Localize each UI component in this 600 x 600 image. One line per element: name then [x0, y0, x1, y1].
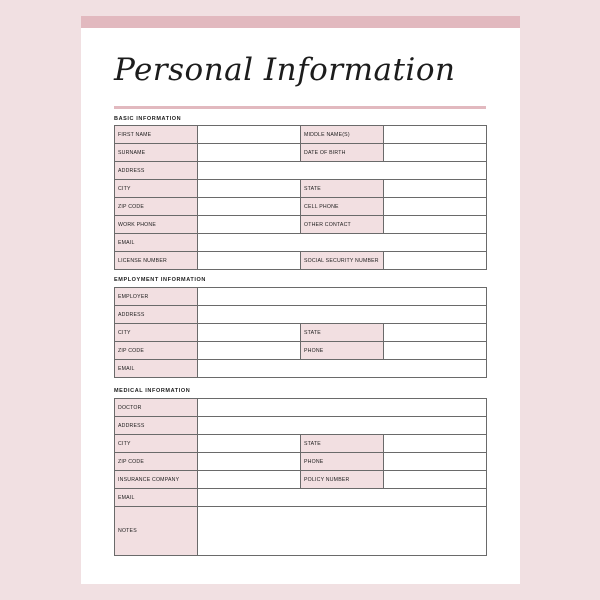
- other-contact-label: OTHER CONTACT: [301, 216, 384, 234]
- medical-address-label: ADDRESS: [115, 417, 198, 435]
- table-row: [115, 216, 487, 234]
- license-number-label: LICENSE NUMBER: [115, 252, 198, 270]
- medical-phone-field[interactable]: [384, 453, 487, 471]
- medical-state-field[interactable]: [384, 435, 487, 453]
- medical-address-field[interactable]: [198, 417, 487, 435]
- notes-label: NOTES: [115, 507, 198, 556]
- other-contact-field[interactable]: [384, 216, 487, 234]
- medical-state-label: STATE: [301, 435, 384, 453]
- section-title-medical: MEDICAL INFORMATION: [114, 388, 191, 394]
- employer-email-label: EMAIL: [115, 360, 198, 378]
- zip-code-field[interactable]: [198, 198, 301, 216]
- doctor-field[interactable]: [198, 399, 487, 417]
- city-field[interactable]: [198, 180, 301, 198]
- table-row: [115, 198, 487, 216]
- medical-email-field[interactable]: [198, 489, 487, 507]
- date-of-birth-field[interactable]: [384, 144, 487, 162]
- cell-phone-label: CELL PHONE: [301, 198, 384, 216]
- medical-city-label: CITY: [115, 435, 198, 453]
- medical-zip-code-label: ZIP CODE: [115, 453, 198, 471]
- work-phone-label: WORK PHONE: [115, 216, 198, 234]
- employer-phone-label: PHONE: [301, 342, 384, 360]
- employer-zip-code-field[interactable]: [198, 342, 301, 360]
- medical-city-field[interactable]: [198, 435, 301, 453]
- form-page: [81, 16, 520, 584]
- middle-names-label: MIDDLE NAME(S): [301, 126, 384, 144]
- insurance-company-field[interactable]: [198, 471, 301, 489]
- social-security-number-field[interactable]: [384, 252, 487, 270]
- middle-names-field[interactable]: [384, 126, 487, 144]
- address-label: ADDRESS: [115, 162, 198, 180]
- policy-number-label: POLICY NUMBER: [301, 471, 384, 489]
- state-field[interactable]: [384, 180, 487, 198]
- title-divider: [114, 106, 486, 109]
- address-field[interactable]: [198, 162, 487, 180]
- surname-label: SURNAME: [115, 144, 198, 162]
- employer-email-field[interactable]: [198, 360, 487, 378]
- table-row: [115, 489, 487, 507]
- table-row: [115, 342, 487, 360]
- employer-phone-field[interactable]: [384, 342, 487, 360]
- city-label: CITY: [115, 180, 198, 198]
- employment-information-table: [114, 287, 487, 378]
- table-row: [115, 306, 487, 324]
- table-row: [115, 360, 487, 378]
- table-row: [115, 126, 487, 144]
- insurance-company-label: INSURANCE COMPANY: [115, 471, 198, 489]
- state-label: STATE: [301, 180, 384, 198]
- work-phone-field[interactable]: [198, 216, 301, 234]
- page-title: Personal Information: [114, 52, 456, 88]
- table-row: [115, 252, 487, 270]
- table-row: [115, 162, 487, 180]
- employer-city-field[interactable]: [198, 324, 301, 342]
- medical-information-table: [114, 398, 487, 556]
- employer-state-label: STATE: [301, 324, 384, 342]
- table-row: [115, 180, 487, 198]
- doctor-label: DOCTOR: [115, 399, 198, 417]
- basic-information-table: [114, 125, 487, 270]
- notes-field[interactable]: [198, 507, 487, 556]
- section-title-employment: EMPLOYMENT INFORMATION: [114, 277, 206, 283]
- table-row: [115, 471, 487, 489]
- employer-state-field[interactable]: [384, 324, 487, 342]
- zip-code-label: ZIP CODE: [115, 198, 198, 216]
- table-row: [115, 507, 487, 556]
- email-label: EMAIL: [115, 234, 198, 252]
- table-row: [115, 288, 487, 306]
- table-row: [115, 435, 487, 453]
- table-row: [115, 234, 487, 252]
- employer-city-label: CITY: [115, 324, 198, 342]
- first-name-field[interactable]: [198, 126, 301, 144]
- email-field[interactable]: [198, 234, 487, 252]
- first-name-label: FIRST NAME: [115, 126, 198, 144]
- social-security-number-label: SOCIAL SECURITY NUMBER: [301, 252, 384, 270]
- section-title-basic: BASIC INFORMATION: [114, 116, 182, 122]
- employer-zip-code-label: ZIP CODE: [115, 342, 198, 360]
- policy-number-field[interactable]: [384, 471, 487, 489]
- medical-zip-code-field[interactable]: [198, 453, 301, 471]
- top-accent-band: [81, 16, 520, 28]
- table-row: [115, 453, 487, 471]
- table-row: [115, 399, 487, 417]
- table-row: [115, 417, 487, 435]
- employer-address-label: ADDRESS: [115, 306, 198, 324]
- employer-label: EMPLOYER: [115, 288, 198, 306]
- employer-address-field[interactable]: [198, 306, 487, 324]
- table-row: [115, 144, 487, 162]
- employer-field[interactable]: [198, 288, 487, 306]
- table-row: [115, 324, 487, 342]
- license-number-field[interactable]: [198, 252, 301, 270]
- cell-phone-field[interactable]: [384, 198, 487, 216]
- surname-field[interactable]: [198, 144, 301, 162]
- medical-phone-label: PHONE: [301, 453, 384, 471]
- medical-email-label: EMAIL: [115, 489, 198, 507]
- date-of-birth-label: DATE OF BIRTH: [301, 144, 384, 162]
